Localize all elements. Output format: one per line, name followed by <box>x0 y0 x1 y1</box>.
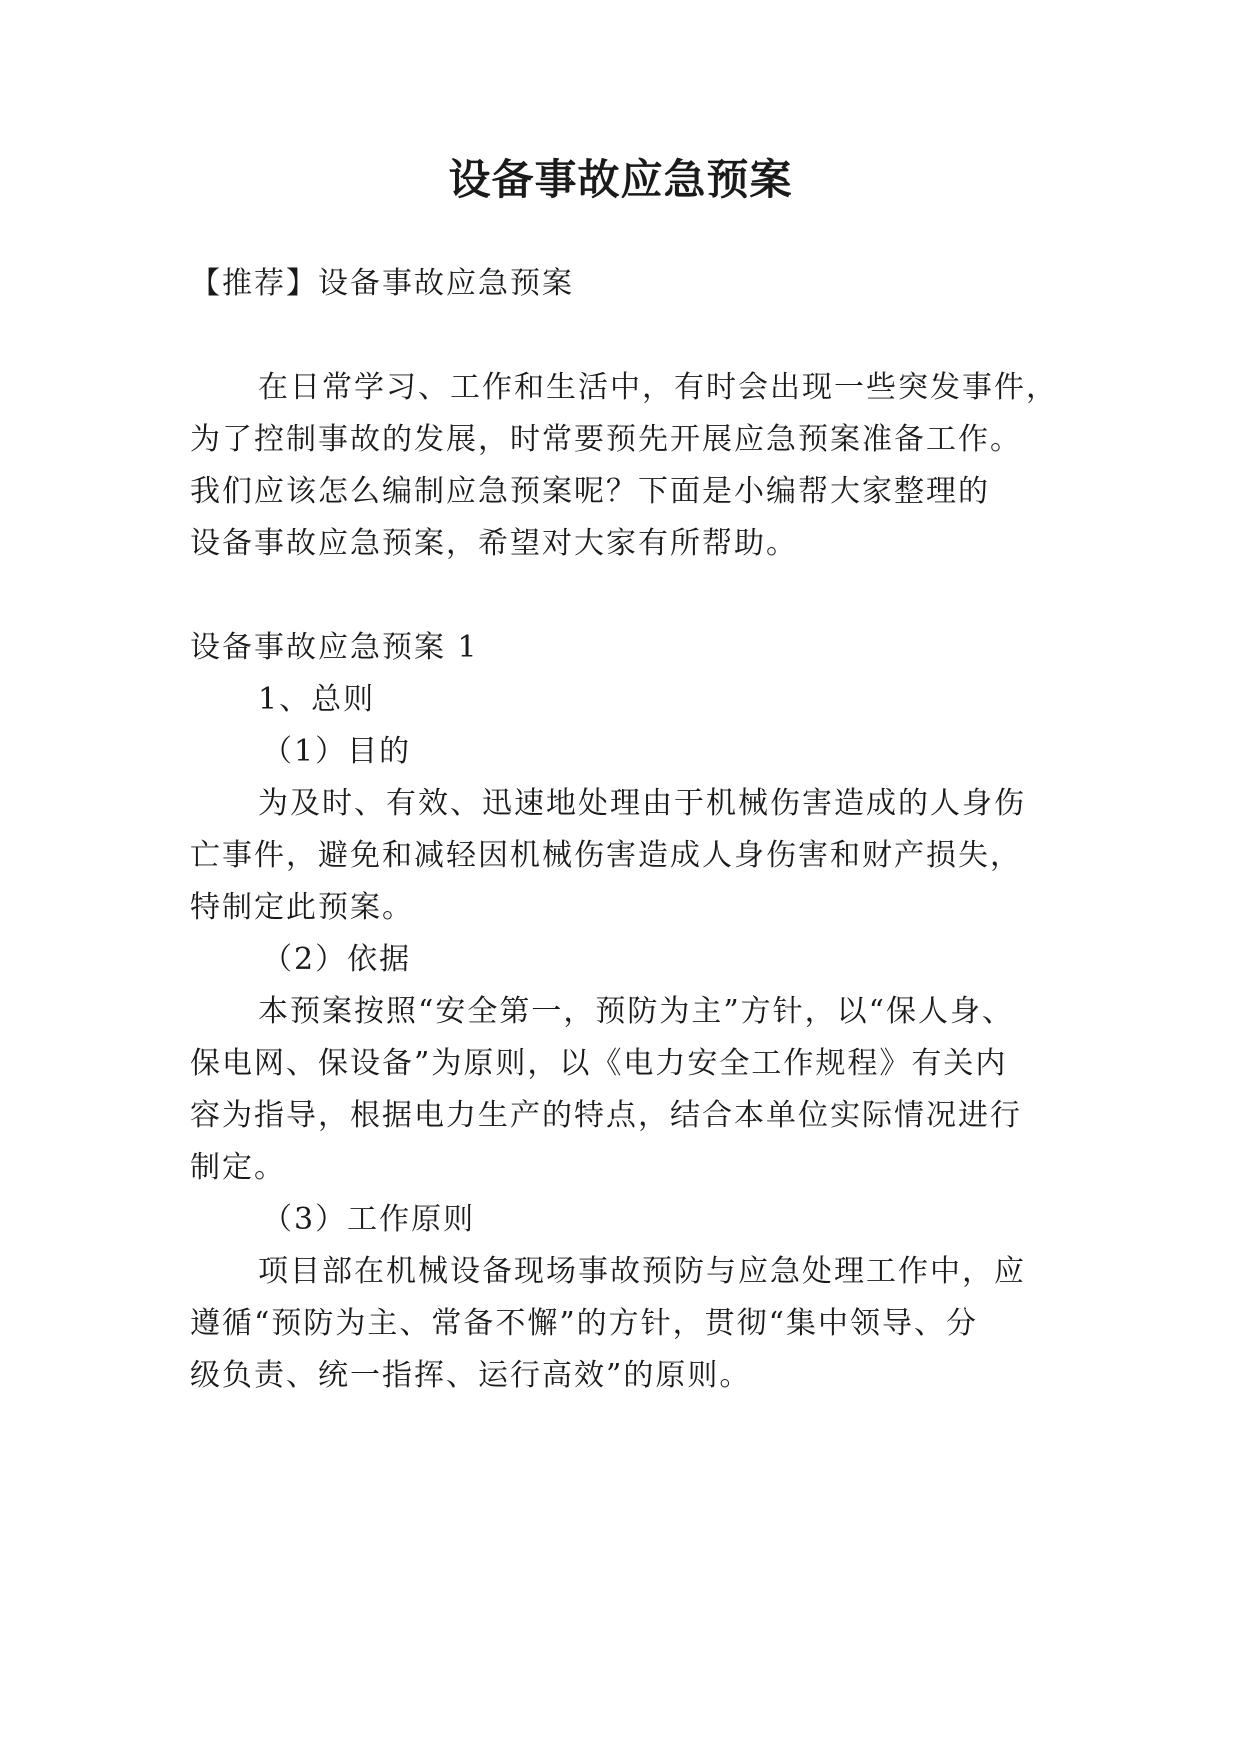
basis-line-2: 保电网、保设备”为原则，以《电力安全工作规程》有关内 <box>190 1046 1008 1081</box>
purpose-line-1: 为及时、有效、迅速地处理由于机械伤害造成的人身伤 <box>258 786 1026 821</box>
basis-heading: （2）依据 <box>262 942 412 977</box>
principle-line-1: 项目部在机械设备现场事故预防与应急处理工作中，应 <box>258 1254 1026 1289</box>
principle-heading: （3）工作原则 <box>262 1202 476 1237</box>
intro-line-2: 为了控制事故的发展，时常要预先开展应急预案准备工作。 <box>190 422 1022 457</box>
basis-line-3: 容为指导，根据电力生产的特点，结合本单位实际情况进行 <box>190 1098 1022 1133</box>
intro-line-1: 在日常学习、工作和生活中，有时会出现一些突发事件， <box>258 370 1058 405</box>
intro-line-3: 我们应该怎么编制应急预案呢？下面是小编帮大家整理的 <box>190 474 990 509</box>
basis-line-1: 本预案按照“安全第一，预防为主”方针，以“保人身、 <box>258 994 1015 1029</box>
purpose-line-3: 特制定此预案。 <box>190 890 414 925</box>
basis-line-4: 制定。 <box>190 1150 286 1185</box>
document-title: 设备事故应急预案 <box>448 155 793 204</box>
principle-line-2: 遵循“预防为主、常备不懈”的方针，贯彻“集中领导、分 <box>190 1306 979 1341</box>
general-heading: 1、总则 <box>258 682 376 717</box>
purpose-line-2: 亡事件，避免和减轻因机械伤害造成人身伤害和财产损失， <box>190 838 1022 873</box>
principle-line-3: 级负责、统一指挥、运行高效”的原则。 <box>190 1358 752 1393</box>
intro-line-4: 设备事故应急预案，希望对大家有所帮助。 <box>190 526 798 561</box>
section-title: 设备事故应急预案 1 <box>190 630 479 665</box>
recommend-line: 【推荐】设备事故应急预案 <box>190 266 574 301</box>
purpose-heading: （1）目的 <box>262 734 412 769</box>
